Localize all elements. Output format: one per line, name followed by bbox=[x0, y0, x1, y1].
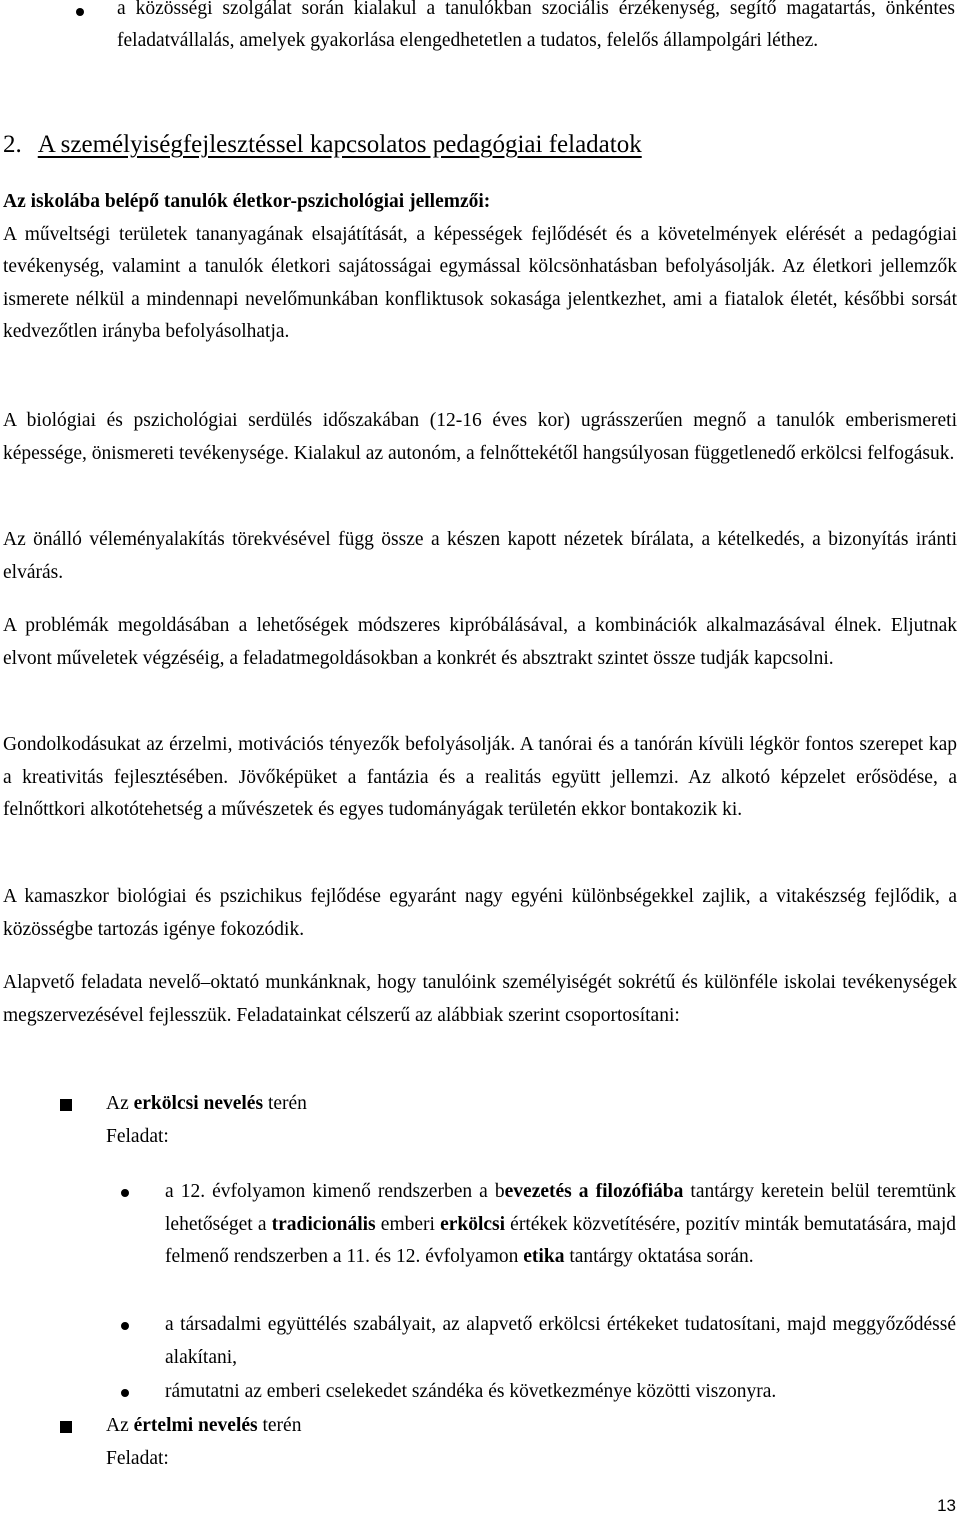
paragraph-text: Az önálló véleményalakítás törekvésével függ össze a készen kapott nézetek bírálata, a kételkedés, a bizonyítás iránti elvárás. bbox=[3, 529, 957, 583]
task-label: Feladat: bbox=[106, 1448, 169, 1469]
paragraph-text: Alapvető feladata nevelő–oktató munkánknak, hogy tanulóink személyiségét sokrétű és különféle iskolai tevékenységek megszervezésével fejlesszük. Feladatainkat célszerű az alábbiak szerint csoportosítani: bbox=[3, 972, 957, 1026]
paragraph-text: A problémák megoldásában a lehetőségek módszeres kipróbálásával, a kombinációk alkalmazásával élnek. Eljutnak elvont műveletek végzéséig, a feladatmegoldásokban a konkrét és absztrakt szintet össze tudják kapcsolni. bbox=[3, 615, 957, 669]
area-bold: erkölcsi nevelés bbox=[133, 1093, 264, 1114]
area-pre: Az bbox=[106, 1415, 134, 1436]
paragraph-text: A kamaszkor biológiai és pszichikus fejlődése egyaránt nagy egyéni különbségekkel zajlik, a vitakészség fejlődik, a közösségbe tartozás igénye fokozódik. bbox=[3, 886, 957, 940]
task-bold: etika bbox=[523, 1246, 565, 1267]
intro-heading: Az iskolába belépő tanulók életkor-pszichológiai jellemzői: bbox=[3, 191, 491, 212]
section-number: 2. bbox=[3, 131, 22, 158]
paragraph bbox=[3, 881, 957, 946]
page-number: 13 bbox=[937, 1496, 956, 1515]
task-bold: evezetés a filozófiába bbox=[504, 1181, 684, 1202]
task-text: tantárgy keretein belül teremtünk lehetőséget a bbox=[165, 1181, 956, 1235]
section-heading bbox=[3, 128, 642, 162]
area-pre: Az bbox=[106, 1093, 134, 1114]
bullet-dot bbox=[76, 8, 84, 16]
paragraph bbox=[3, 610, 957, 675]
task-item bbox=[165, 1376, 956, 1409]
square-bullet bbox=[60, 1421, 72, 1433]
bullet-dot bbox=[121, 1189, 129, 1197]
task-item bbox=[165, 1176, 956, 1274]
task-bold: erkölcsi bbox=[440, 1213, 506, 1235]
task-bold: tradicionális bbox=[271, 1213, 376, 1235]
paragraph-text: A biológiai és pszichológiai serdülés időszakában (12-16 éves kor) ugrásszerűen megnő a tanulók emberismereti képessége, önismereti tevékenysége. Kialakul az autonóm, a felnőttekétől hangsúlyosan függetlenedő erkölcsi felfogásuk. bbox=[3, 410, 957, 464]
bullet-dot bbox=[121, 1389, 129, 1397]
area-heading bbox=[106, 1088, 307, 1121]
intro-text: A műveltségi területek tananyagának elsajátítását, a képességek fejlődését és a követelmények elérését a pedagógiai tevékenység, valamint a tanulók életkori sajátosságai egymással kölcsönhatásban befolyásolják. Az életkori jellemzők ismerete nélkül a mindennapi nevelőmunkában konfliktusok sokasága jelentkezhet, ami a fiatalok életét, későbbi sorsát kedvezőtlen irányba befolyásolhatja. bbox=[3, 223, 957, 342]
bullet-dot bbox=[121, 1322, 129, 1330]
paragraph bbox=[3, 524, 957, 589]
top-bullet-text: a közösségi szolgálat során kialakul a tanulókban szociális érzékenység, segítő magatartás, önkéntes feladatvállalás, amelyek gyakorlása elengedhetetlen a tudatos, felelős állampolgári léthez. bbox=[117, 0, 955, 51]
task-text: értékek közvetítésére, pozitív minták bemutatására, majd felmenő rendszerben a 11. és 12. évfolyamon bbox=[165, 1213, 956, 1267]
square-bullet bbox=[60, 1099, 72, 1111]
task-text: tantárgy oktatása során. bbox=[564, 1246, 754, 1267]
task-text: emberi bbox=[375, 1213, 441, 1235]
paragraph-text: Gondolkodásukat az érzelmi, motivációs tényezők befolyásolják. A tanórai és a tanórán kívüli légkör fontos szerepet kap a kreativitás fejlesztésében. Jövőképüket a fantázia és a realitás együtt jellemzi. Az alkotó képzelet erősödése, a felnőttkori alkotótehetség a művészetek és egyes tudományágak területén ekkor bontakozik ki. bbox=[3, 734, 957, 820]
area-heading bbox=[106, 1410, 301, 1443]
paragraph bbox=[3, 729, 957, 827]
paragraph bbox=[3, 405, 957, 470]
section-title: A személyiségfejlesztéssel kapcsolatos pedagógiai feladatok bbox=[37, 131, 642, 158]
area-post: terén bbox=[257, 1415, 302, 1436]
area-bold: értelmi nevelés bbox=[133, 1415, 258, 1436]
task-text: rámutatni az emberi cselekedet szándéka és következménye közötti viszonyra. bbox=[165, 1381, 777, 1402]
task-text: a társadalmi együttélés szabályait, az alapvető erkölcsi értékeket tudatosítani, majd meggyőződéssé alakítani, bbox=[165, 1314, 956, 1368]
area-post: terén bbox=[263, 1093, 307, 1114]
intro-block bbox=[3, 186, 957, 349]
task-item bbox=[165, 1309, 956, 1374]
paragraph bbox=[3, 967, 957, 1032]
task-label: Feladat: bbox=[106, 1126, 169, 1147]
task-text: a 12. évfolyamon kimenő rendszerben a b bbox=[165, 1181, 505, 1202]
